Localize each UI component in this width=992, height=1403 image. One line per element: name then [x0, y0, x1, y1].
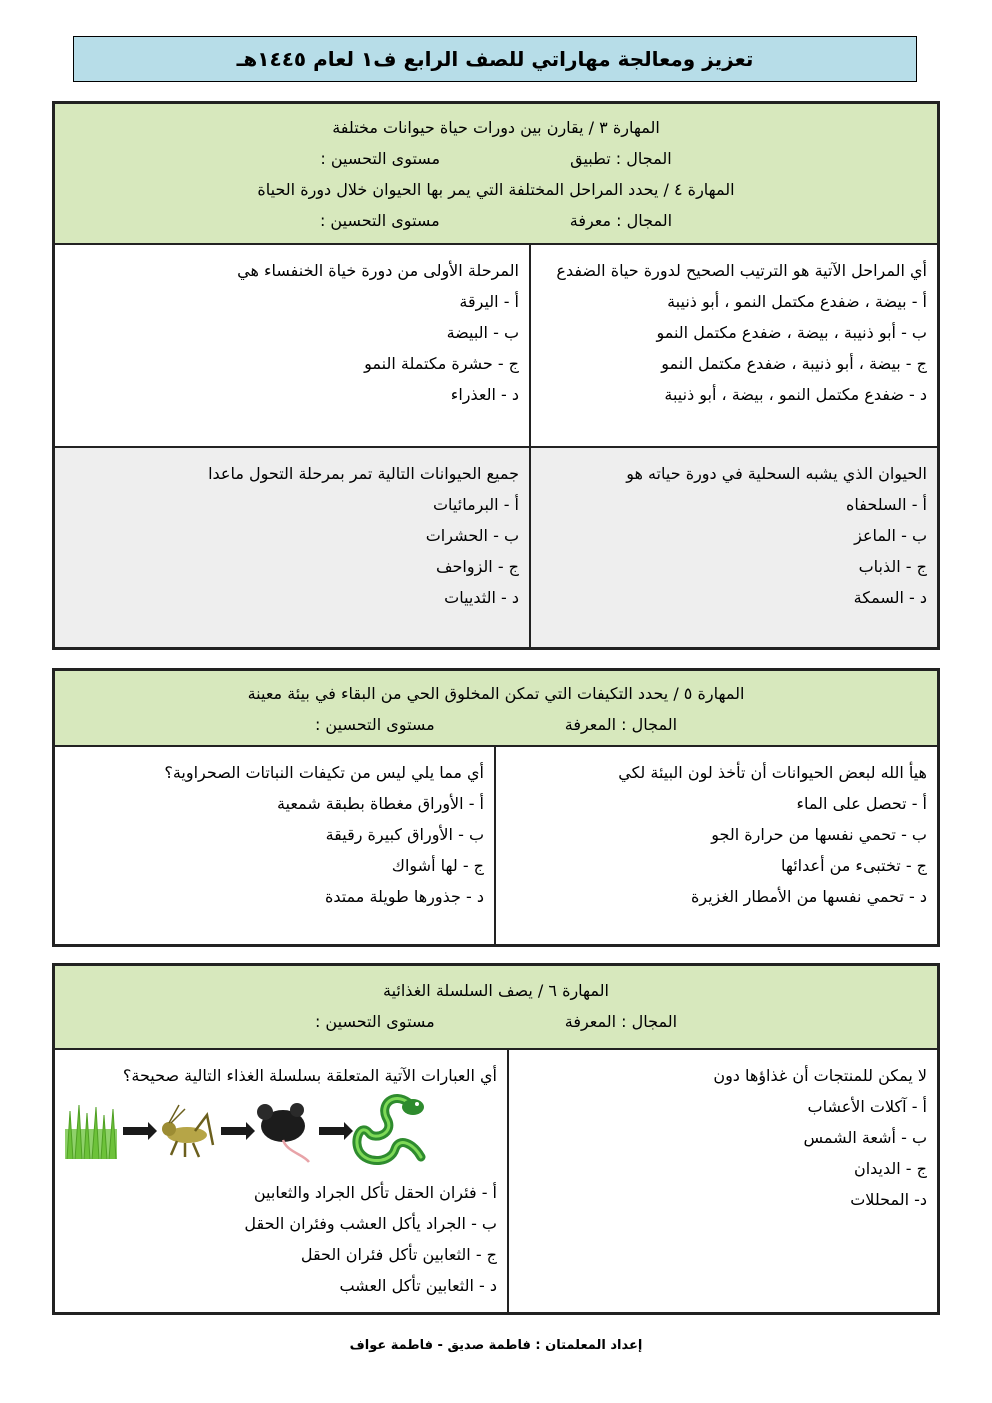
question-metamorphosis — [55, 448, 529, 647]
option-d[interactable]: د- المحللات — [850, 1190, 927, 1209]
skill-4-title: المهارة ٤ / يحدد المراحل المختلفة التي يمر بها الحيوان خلال دورة الحياة — [257, 180, 735, 199]
arrow-icon — [319, 1127, 345, 1135]
option-c[interactable]: ج - الديدان — [853, 1159, 927, 1178]
question-text: أي العبارات الآتية المتعلقة بسلسلة الغذاء التالية صحيحة؟ — [122, 1066, 497, 1085]
skill-6-level: مستوى التحسين : — [314, 1012, 435, 1031]
option-c[interactable]: ج - تختبىء من أعدائها — [780, 856, 927, 875]
prepared-by: إعداد المعلمتان : فاطمة صديق - فاطمة عواف — [349, 1338, 643, 1353]
question-text: جميع الحيوانات التالية تمر بمرحلة التحول ماعدا — [208, 464, 519, 483]
skill-6-block — [52, 963, 940, 1315]
option-a[interactable]: أ - البرمائيات — [432, 495, 519, 514]
skill-5-title: المهارة ٥ / يحدد التكيفات التي تمكن المخلوق الحي من البقاء في بيئة معينة — [247, 684, 745, 703]
question-row — [55, 446, 937, 647]
question-lizard-cycle — [529, 448, 937, 647]
arrow-icon — [123, 1127, 149, 1135]
option-c[interactable]: ج - الثعابين تأكل فئران الحقل — [300, 1245, 497, 1264]
option-b[interactable]: ب - أبو ذنيبة ، بيضة ، ضفدع مكتمل النمو — [656, 323, 927, 342]
question-row — [55, 1050, 937, 1312]
question-producers — [507, 1050, 937, 1312]
option-a[interactable]: أ - بيضة ، ضفدع مكتمل النمو ، أبو ذنيبة — [667, 292, 927, 311]
option-a[interactable]: أ - تحصل على الماء — [796, 794, 927, 813]
option-a[interactable]: أ - فئران الحقل تأكل الجراد والثعابين — [253, 1183, 497, 1202]
skill-6-title: المهارة ٦ / يصف السلسلة الغذائية — [382, 981, 609, 1000]
option-d[interactable]: د - ضفدع مكتمل النمو ، بيضة ، أبو ذنيبة — [664, 385, 927, 404]
skill-5-level: مستوى التحسين : — [314, 715, 435, 734]
skill-5-domain: المجال : المعرفة — [564, 715, 678, 734]
option-b[interactable]: ب - تحمي نفسها من حرارة الجو — [711, 825, 927, 844]
option-b[interactable]: ب - الماعز — [854, 526, 927, 545]
option-b[interactable]: ب - أشعة الشمس — [803, 1128, 927, 1147]
option-a[interactable]: أ - اليرقة — [459, 292, 519, 311]
arrow-icon — [221, 1127, 247, 1135]
skill-5-block — [52, 668, 940, 947]
skill-6-domain: المجال : المعرفة — [564, 1012, 678, 1031]
question-text: أي مما يلي ليس من تكيفات النباتات الصحراوية؟ — [164, 763, 484, 782]
skill-5-header — [55, 671, 937, 747]
mouse-icon — [253, 1096, 313, 1166]
question-text: أي المراحل الآتية هو الترتيب الصحيح لدورة حياة الضفدع — [556, 261, 927, 280]
question-text: المرحلة الأولى من دورة خياة الخنفساء هي — [237, 261, 519, 280]
question-frog-cycle — [529, 245, 937, 446]
question-camouflage — [494, 747, 937, 944]
option-c[interactable]: ج - الذباب — [858, 557, 927, 576]
skill-4-domain: المجال : معرفة — [569, 211, 673, 230]
question-text: الحيوان الذي يشبه السحلية في دورة حياته هو — [626, 464, 927, 483]
option-a[interactable]: أ - آكلات الأعشاب — [807, 1097, 927, 1116]
food-chain-figure — [65, 1091, 497, 1177]
page-title: تعزيز ومعالجة مهاراتي للصف الرابع ف١ لعام ١٤٤٥هـ — [73, 36, 917, 82]
question-beetle-stage — [55, 245, 529, 446]
question-row — [55, 747, 937, 944]
grass-icon — [65, 1103, 117, 1159]
option-d[interactable]: د - الثدييات — [444, 588, 519, 607]
option-c[interactable]: ج - بيضة ، أبو ذنيبة ، ضفدع مكتمل النمو — [661, 354, 927, 373]
option-c[interactable]: ج - لها أشواك — [391, 856, 484, 875]
skills-3-4-block — [52, 101, 940, 650]
question-food-chain — [55, 1050, 507, 1312]
skill-6-header — [55, 966, 937, 1050]
skill-4-level: مستوى التحسين : — [319, 211, 440, 230]
option-d[interactable]: د - جذورها طويلة ممتدة — [324, 887, 484, 906]
option-d[interactable]: د - السمكة — [853, 588, 927, 607]
option-d[interactable]: د - العذراء — [450, 385, 519, 404]
skill-3-domain: المجال : تطبيق — [570, 149, 672, 168]
question-row — [55, 245, 937, 446]
option-b[interactable]: ب - البيضة — [446, 323, 519, 342]
option-a[interactable]: أ - السلحفاه — [846, 495, 927, 514]
option-c[interactable]: ج - الزواحف — [435, 557, 519, 576]
option-d[interactable]: د - الثعابين تأكل العشب — [339, 1276, 497, 1295]
option-c[interactable]: ج - حشرة مكتملة النمو — [364, 354, 519, 373]
skill-3-level: مستوى التحسين : — [320, 149, 441, 168]
option-b[interactable]: ب - الجراد يأكل العشب وفئران الحقل — [244, 1214, 497, 1233]
grasshopper-icon — [155, 1101, 215, 1161]
option-b[interactable]: ب - الحشرات — [425, 526, 519, 545]
question-text: هيأ الله لبعض الحيوانات أن تأخذ لون البيئة لكي — [618, 763, 927, 782]
option-b[interactable]: ب - الأوراق كبيرة رقيقة — [325, 825, 484, 844]
option-a[interactable]: أ - الأوراق مغطاة بطبقة شمعية — [276, 794, 484, 813]
skill-3-title: المهارة ٣ / يقارن بين دورات حياة حيوانات مختلفة — [332, 118, 660, 137]
snake-icon — [351, 1093, 429, 1169]
skills-3-4-header — [55, 104, 937, 245]
option-d[interactable]: د - تحمي نفسها من الأمطار الغزيرة — [691, 887, 927, 906]
question-desert-plants — [55, 747, 494, 944]
question-text: لا يمكن للمنتجات أن غذاؤها دون — [713, 1066, 927, 1085]
